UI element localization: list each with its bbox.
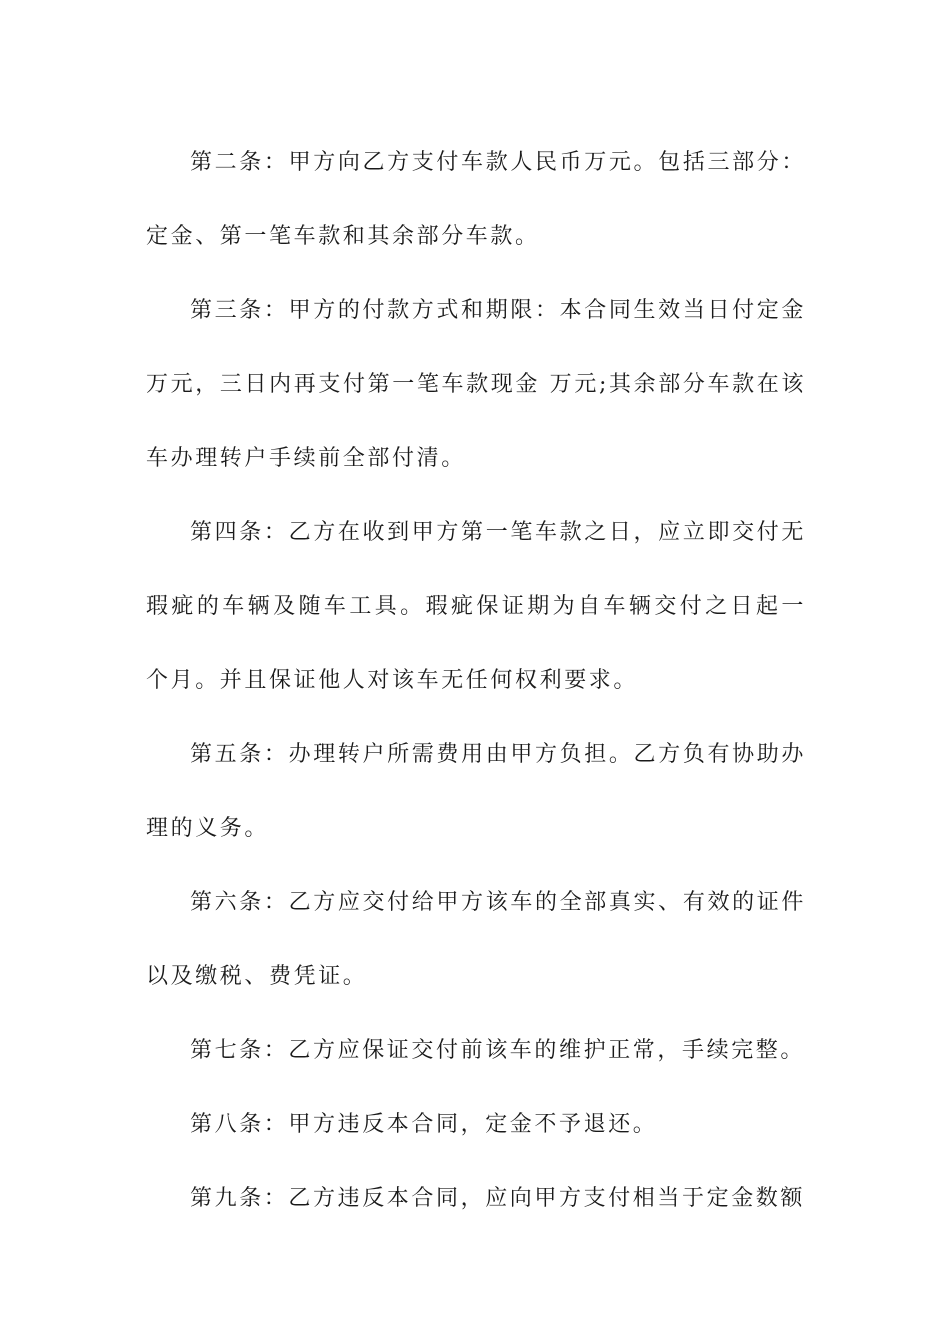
clause-7-paragraph: 第七条：乙方应保证交付前该车的维护正常，手续完整。 (190, 1038, 806, 1063)
document-body (146, 126, 806, 1236)
clause-5-paragraph: 第五条：办理转户所需费用由甲方负担。乙方负有协助办理的义务。 (146, 742, 806, 841)
clause-2-paragraph: 第二条：甲方向乙方支付车款人民币万元。包括三部分：定金、第一笔车款和其余部分车款。 (146, 150, 806, 249)
clause-3-paragraph: 第三条：甲方的付款方式和期限：本合同生效当日付定金万元，三日内再支付第一笔车款现金 万元;其余部分车款在该车办理转户手续前全部付清。 (146, 298, 806, 471)
clause-9-paragraph: 第九条：乙方违反本合同，应向甲方支付相当于定金数额 (190, 1186, 806, 1211)
clause-4-paragraph: 第四条：乙方在收到甲方第一笔车款之日，应立即交付无瑕疵的车辆及随车工具。瑕疵保证期为自车辆交付之日起一个月。并且保证他人对该车无任何权利要求。 (146, 520, 806, 693)
clause-8-paragraph: 第八条：甲方违反本合同，定金不予退还。 (190, 1112, 658, 1137)
clause-6-paragraph: 第六条：乙方应交付给甲方该车的全部真实、有效的证件以及缴税、费凭证。 (146, 890, 806, 989)
